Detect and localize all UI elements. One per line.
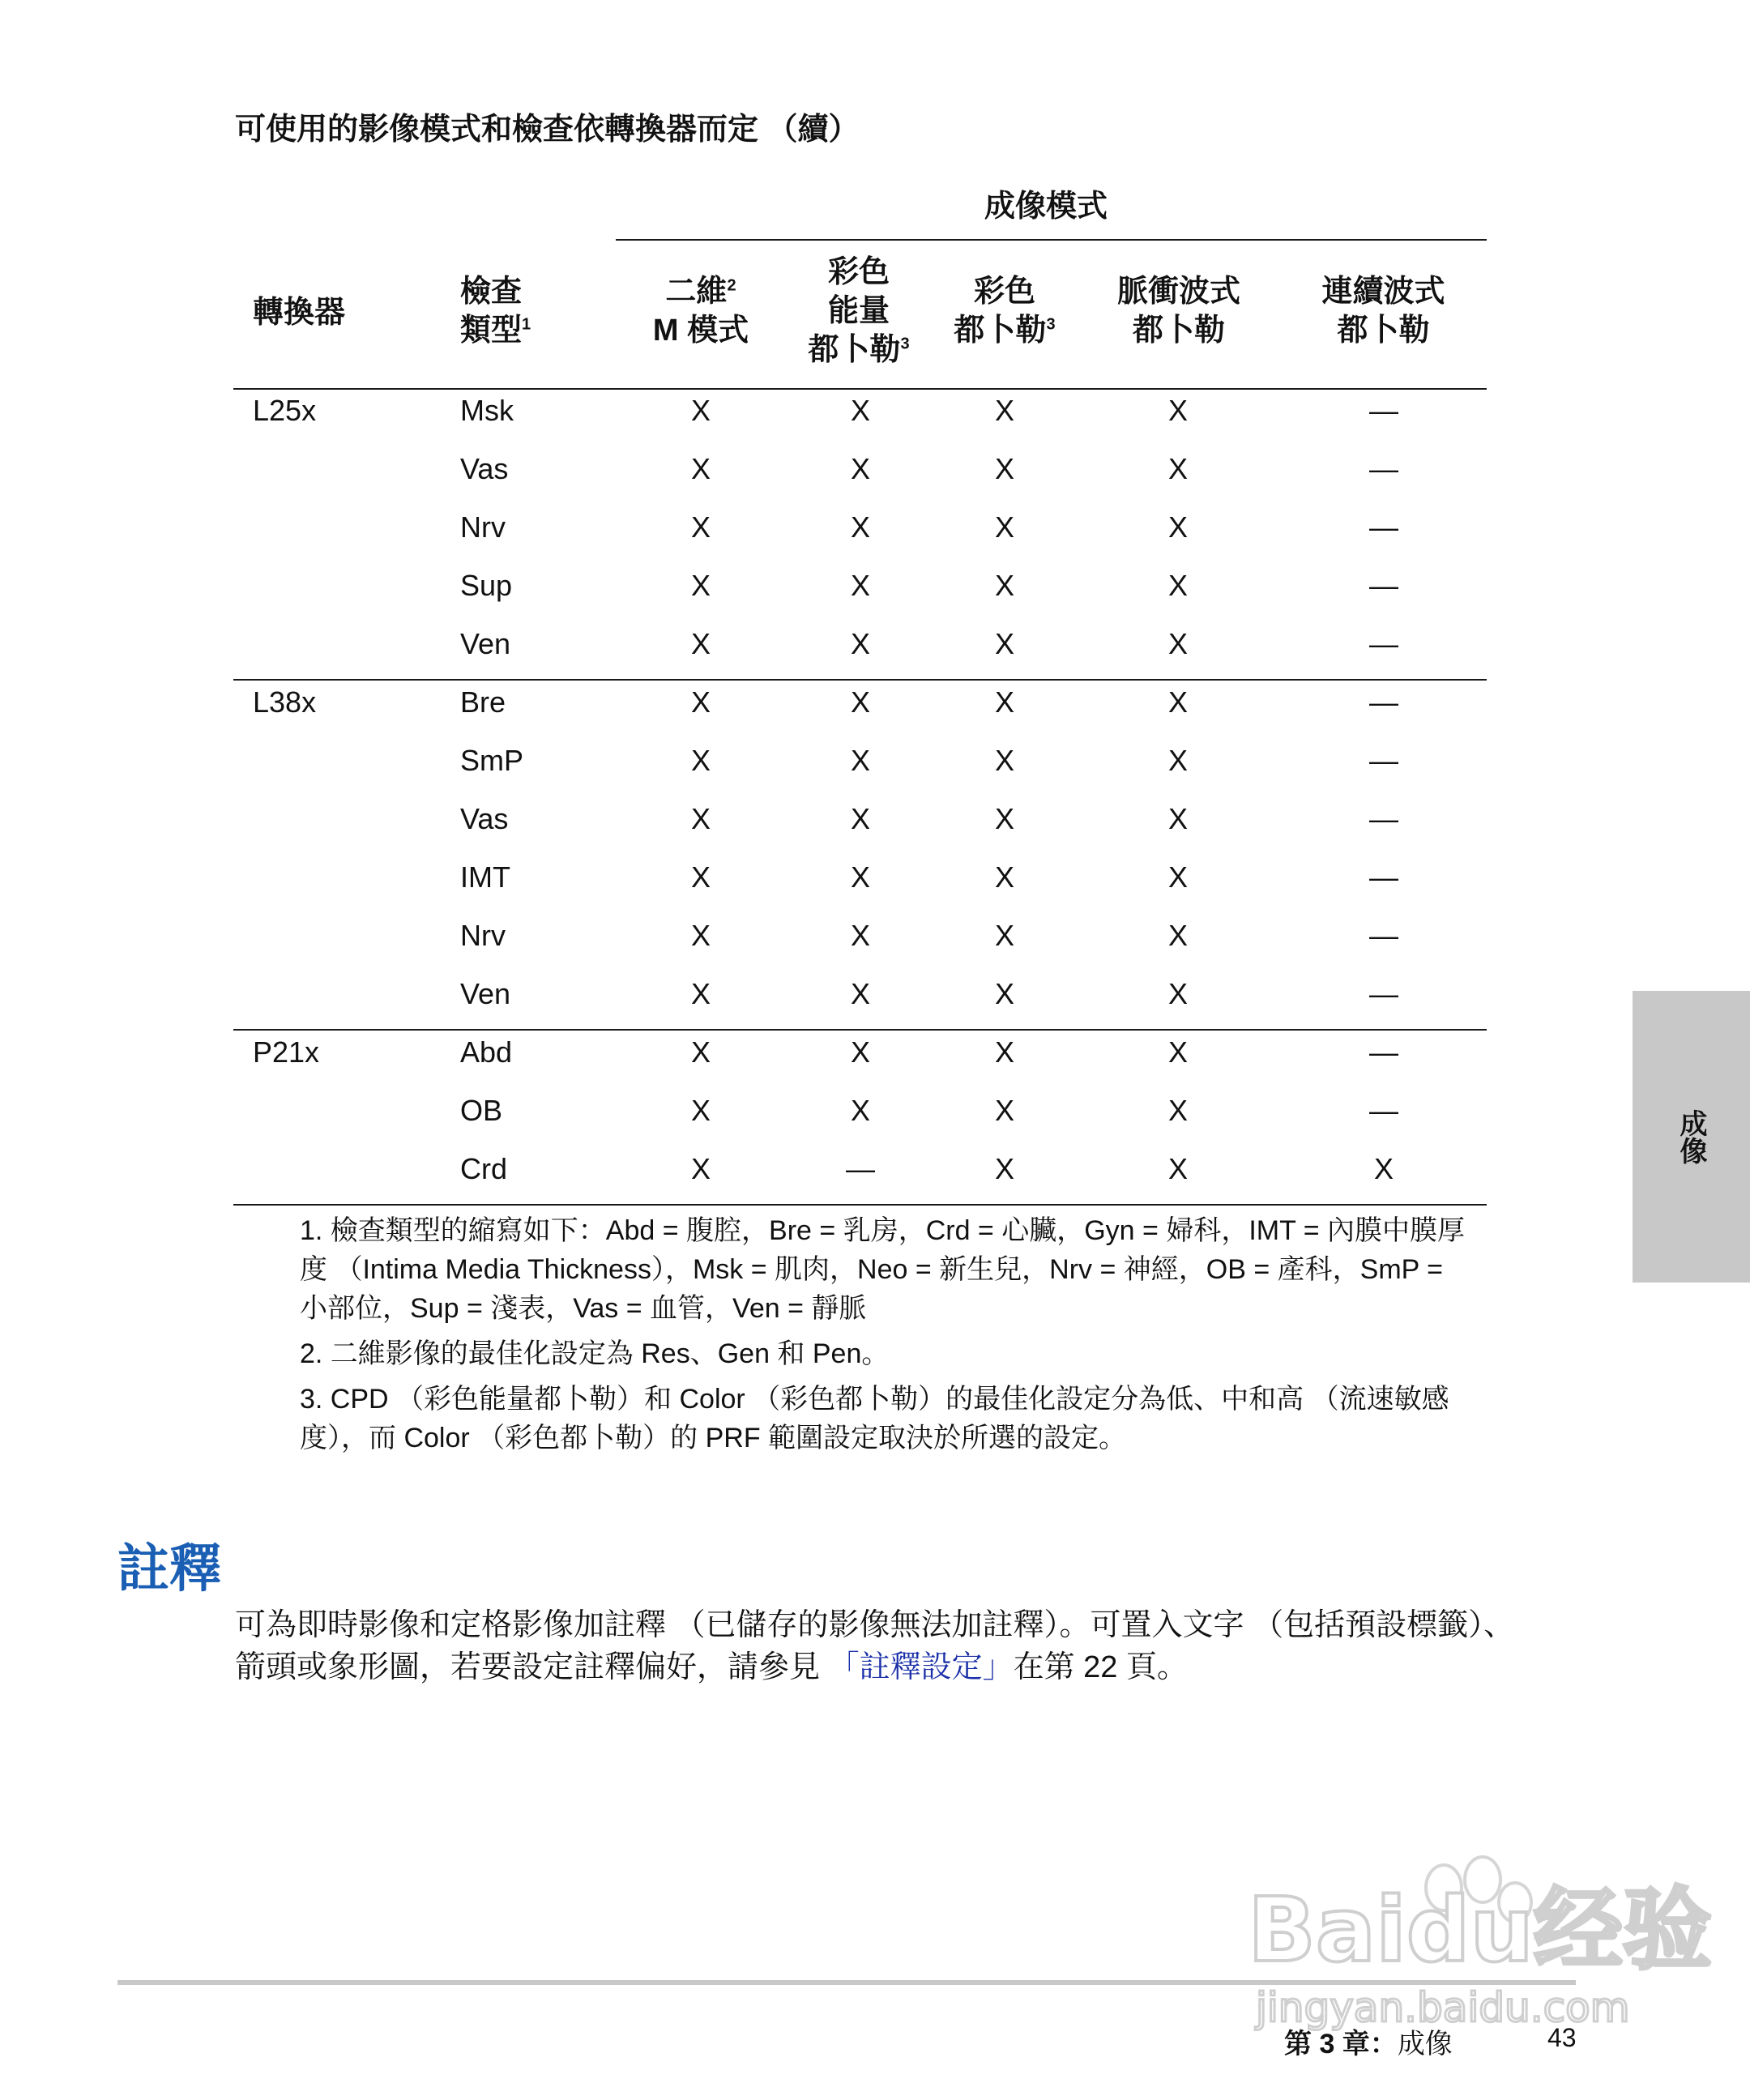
header-color-line2: 都卜勒$^3$ bbox=[954, 314, 1056, 348]
cell-mode-availability: X bbox=[994, 860, 1014, 894]
cell-transducer: P21x bbox=[253, 1035, 320, 1069]
cell-mode-availability: X bbox=[994, 452, 1014, 485]
cell-mode-availability: X bbox=[690, 1035, 711, 1069]
cell-mode-availability: X bbox=[1167, 1094, 1188, 1127]
cell-mode-availability: X bbox=[1167, 977, 1188, 1010]
header-cpd-line1: 彩色 bbox=[827, 255, 890, 289]
cell-mode-availability: X bbox=[690, 744, 711, 777]
annotation-settings-link[interactable]: 「註釋設定」 bbox=[828, 1650, 1014, 1684]
imaging-modes-rule bbox=[616, 239, 1487, 241]
cell-mode-availability: — bbox=[1369, 452, 1398, 485]
cell-exam-type: Nrv bbox=[460, 919, 506, 952]
cell-exam-type: Ven bbox=[460, 977, 511, 1010]
table-footnotes bbox=[300, 1211, 1475, 1458]
group-divider-l38x bbox=[233, 679, 1487, 681]
header-exam-type-line1: 檢查 bbox=[460, 275, 523, 309]
chapter-side-tab-label: 成像 bbox=[1675, 1109, 1706, 1164]
header-cpd-line2: 能量 bbox=[827, 294, 890, 328]
cell-exam-type: OB bbox=[460, 1094, 503, 1127]
cell-mode-availability: X bbox=[994, 569, 1014, 602]
header-pw-line2: 都卜勒 bbox=[1132, 314, 1225, 348]
cell-mode-availability: X bbox=[690, 510, 711, 544]
cell-mode-availability: X bbox=[850, 1094, 870, 1127]
cell-mode-availability: — bbox=[1369, 919, 1398, 952]
header-exam-type-line2: 類型$^1$ bbox=[460, 314, 531, 348]
baidu-watermark bbox=[1240, 1839, 1712, 2034]
cell-mode-availability: — bbox=[846, 1152, 875, 1185]
cell-mode-availability: X bbox=[994, 977, 1014, 1010]
cell-mode-availability: — bbox=[1369, 510, 1398, 544]
header-continuous-wave-doppler bbox=[1296, 272, 1470, 350]
header-pulsed-wave-doppler bbox=[1094, 272, 1264, 350]
cell-mode-availability: X bbox=[994, 1035, 1014, 1069]
cell-mode-availability: — bbox=[1369, 977, 1398, 1010]
cell-mode-availability: X bbox=[994, 1094, 1014, 1127]
header-2d-line1: 二維$^2$ bbox=[665, 275, 736, 309]
cell-exam-type: Msk bbox=[460, 394, 514, 427]
cell-mode-availability: — bbox=[1369, 569, 1398, 602]
cell-mode-availability: X bbox=[1167, 1152, 1188, 1185]
section-body-text-end: 在第 22 頁。 bbox=[1013, 1650, 1188, 1684]
header-exam-type bbox=[460, 272, 531, 350]
cell-mode-availability: X bbox=[1167, 919, 1188, 952]
footnote-1: 1. 檢查類型的縮寫如下：Abd = 腹腔，Bre = 乳房，Crd = 心臟，Gyn = 婦科，IMT = 內膜中膜厚度 （Intima Media Thickness），Msk = 肌肉，Neo = 新生兒，Nrv = 神經，OB = 產科，SmP = 小部位，Sup = 淺表，Vas = 血管，Ven = 靜脈 bbox=[300, 1215, 1466, 1324]
cell-mode-availability: — bbox=[1369, 394, 1398, 427]
cell-mode-availability: X bbox=[1167, 1035, 1188, 1069]
cell-mode-availability: — bbox=[1369, 860, 1398, 894]
section-heading: 註釋 bbox=[117, 1539, 221, 1598]
cell-mode-availability: X bbox=[1373, 1152, 1394, 1185]
table-title: 可使用的影像模式和檢查依轉換器而定 （續） bbox=[235, 113, 860, 147]
cell-mode-availability: X bbox=[1167, 510, 1188, 544]
cell-mode-availability: X bbox=[690, 685, 711, 719]
section-body-text: 可為即時影像和定格影像加註釋 （已儲存的影像無法加註釋）。可置入文字 （包括預設標籤）、箭頭或象形圖，若要設定註釋偏好，請參見 bbox=[235, 1608, 1515, 1684]
header-transducer: 轉換器 bbox=[253, 296, 346, 330]
cell-mode-availability: X bbox=[1167, 394, 1188, 427]
header-pw-line1: 脈衝波式 bbox=[1116, 275, 1240, 309]
cell-mode-availability: X bbox=[850, 510, 870, 544]
footer-page-number: 43 bbox=[1547, 2023, 1577, 2052]
footer-chapter-name: 成像 bbox=[1397, 2029, 1453, 2059]
cell-mode-availability: — bbox=[1369, 802, 1398, 835]
imaging-modes-header: 成像模式 bbox=[984, 190, 1108, 224]
cell-mode-availability: X bbox=[994, 685, 1014, 719]
cell-mode-availability: X bbox=[994, 919, 1014, 952]
header-2d-mmode bbox=[632, 272, 770, 350]
cell-exam-type: Nrv bbox=[460, 510, 506, 544]
cell-mode-availability: — bbox=[1369, 1094, 1398, 1127]
cell-mode-availability: X bbox=[850, 452, 870, 485]
cell-mode-availability: X bbox=[690, 1094, 711, 1127]
cell-exam-type: Sup bbox=[460, 569, 513, 602]
cell-mode-availability: X bbox=[690, 627, 711, 660]
cell-mode-availability: X bbox=[690, 977, 711, 1010]
cell-mode-availability: X bbox=[690, 860, 711, 894]
cell-mode-availability: — bbox=[1369, 1035, 1398, 1069]
header-color-power-doppler bbox=[794, 253, 924, 369]
table-header-rule bbox=[233, 388, 1487, 390]
cell-mode-availability: — bbox=[1369, 685, 1398, 719]
cell-mode-availability: X bbox=[850, 744, 870, 777]
cell-mode-availability: X bbox=[994, 744, 1014, 777]
cell-mode-availability: X bbox=[690, 1152, 711, 1185]
header-color-doppler bbox=[940, 272, 1069, 350]
cell-mode-availability: X bbox=[994, 510, 1014, 544]
footnote-2: 2. 二維影像的最佳化設定為 Res、Gen 和 Pen。 bbox=[300, 1338, 890, 1369]
cell-mode-availability: X bbox=[1167, 685, 1188, 719]
cell-exam-type: SmP bbox=[460, 744, 524, 777]
cell-exam-type: Ven bbox=[460, 627, 511, 660]
header-color-line1: 彩色 bbox=[973, 275, 1035, 309]
header-2d-line2: M 模式 bbox=[652, 314, 749, 348]
cell-exam-type: Bre bbox=[460, 685, 506, 719]
cell-mode-availability: X bbox=[850, 394, 870, 427]
footer-chapter-prefix: 第 3 章： bbox=[1284, 2029, 1398, 2059]
cell-mode-availability: X bbox=[994, 627, 1014, 660]
cell-mode-availability: X bbox=[994, 802, 1014, 835]
cell-mode-availability: X bbox=[1167, 744, 1188, 777]
cell-mode-availability: X bbox=[850, 802, 870, 835]
cell-mode-availability: X bbox=[850, 919, 870, 952]
chapter-side-tab bbox=[1633, 991, 1750, 1283]
cell-mode-availability: X bbox=[690, 919, 711, 952]
header-cw-line2: 都卜勒 bbox=[1337, 314, 1430, 348]
cell-mode-availability: X bbox=[1167, 569, 1188, 602]
cell-mode-availability: X bbox=[1167, 627, 1188, 660]
cell-mode-availability: X bbox=[1167, 802, 1188, 835]
cell-exam-type: Vas bbox=[460, 802, 509, 835]
cell-mode-availability: X bbox=[1167, 452, 1188, 485]
header-cpd-line3: 都卜勒$^3$ bbox=[808, 333, 910, 367]
header-cw-line1: 連續波式 bbox=[1321, 275, 1445, 309]
cell-mode-availability: X bbox=[994, 394, 1014, 427]
group-divider-p21x bbox=[233, 1029, 1487, 1031]
cell-exam-type: IMT bbox=[460, 860, 510, 894]
cell-exam-type: Crd bbox=[460, 1152, 508, 1185]
cell-mode-availability: X bbox=[1167, 860, 1188, 894]
table-bottom-rule bbox=[233, 1204, 1487, 1206]
cell-mode-availability: — bbox=[1369, 627, 1398, 660]
cell-mode-availability: X bbox=[690, 452, 711, 485]
section-body bbox=[235, 1604, 1523, 1688]
cell-exam-type: Abd bbox=[460, 1035, 513, 1069]
cell-mode-availability: X bbox=[690, 802, 711, 835]
watermark-brand: Baidu经验 bbox=[1248, 1878, 1712, 1982]
cell-mode-availability: X bbox=[850, 977, 870, 1010]
cell-transducer: L38x bbox=[253, 685, 317, 719]
cell-mode-availability: X bbox=[850, 569, 870, 602]
watermark-url: jingyan.baidu.com bbox=[1256, 1984, 1630, 2031]
cell-mode-availability: — bbox=[1369, 744, 1398, 777]
cell-transducer: L25x bbox=[253, 394, 317, 427]
cell-mode-availability: X bbox=[850, 1035, 870, 1069]
footnote-3: 3. CPD （彩色能量都卜勒）和 Color （彩色都卜勒）的最佳化設定分為低、中和高 （流速敏感度），而 Color （彩色都卜勒）的 PRF 範圍設定取決於所選的設定。 bbox=[300, 1384, 1449, 1453]
cell-mode-availability: X bbox=[690, 569, 711, 602]
cell-mode-availability: X bbox=[850, 627, 870, 660]
cell-mode-availability: X bbox=[994, 1152, 1014, 1185]
cell-mode-availability: X bbox=[850, 685, 870, 719]
cell-exam-type: Vas bbox=[460, 452, 509, 485]
cell-mode-availability: X bbox=[850, 860, 870, 894]
cell-mode-availability: X bbox=[690, 394, 711, 427]
